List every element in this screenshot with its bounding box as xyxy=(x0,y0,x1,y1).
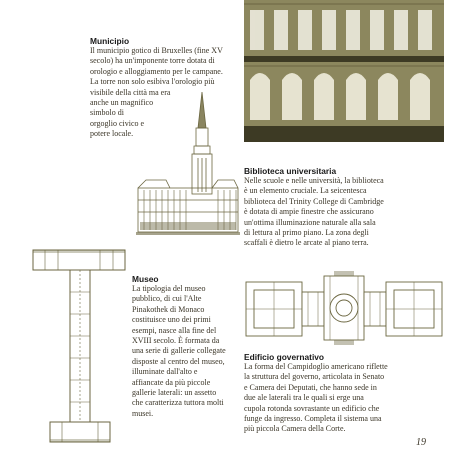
edificio-line: più piccola Camera della Corte. xyxy=(244,424,346,434)
biblioteca-line: Nelle scuole e nelle università, la biblioteca xyxy=(244,176,384,185)
edificio-line: funge da ingresso. Completa il sistema una xyxy=(244,414,382,424)
museum-plan-illustration xyxy=(32,248,126,444)
municipio-line: La torre non solo esibiva l'orologio più xyxy=(90,77,215,87)
museo-line: esempi, nasce alla fine del xyxy=(132,325,217,335)
museo-line: La tipologia del museo xyxy=(132,284,206,293)
museo-line: una serie di gallerie collegate xyxy=(132,346,226,356)
biblioteca-text xyxy=(244,176,384,249)
biblioteca-line: scaffali è dietro le arcate al piano terra. xyxy=(244,238,369,248)
museo-line: gallerie laterali: un assetto xyxy=(132,388,217,398)
edificio-line: la struttura del governo, articolata in Senato xyxy=(244,372,385,382)
edificio-line: e Camera dei Deputati, che hanno sede in xyxy=(244,382,377,392)
library-illustration xyxy=(244,0,444,142)
biblioteca-line: un'ottima illuminazione naturale alla sala xyxy=(244,217,376,227)
museo-line: che caratterizza tuttora molti xyxy=(132,398,224,408)
museo-line: costituisce uno dei primi xyxy=(132,315,211,325)
museo-line: XVIII secolo. È formata da xyxy=(132,336,220,346)
municipio-line: visibile della città ma era xyxy=(90,87,171,97)
museo-line: pubblico, di cui l'Alte xyxy=(132,294,202,304)
municipio-line: potere locale. xyxy=(90,129,134,139)
municipio-line: anche un magnifico xyxy=(90,98,154,108)
capitol-plan-illustration xyxy=(244,270,444,346)
municipio-line: secolo) ha un'imponente torre dotata di xyxy=(90,56,215,66)
biblioteca-line: è un elemento cruciale. La seicentesca xyxy=(244,186,367,196)
town-hall-illustration xyxy=(136,88,240,240)
edificio-heading: Edificio governativo xyxy=(244,352,325,362)
biblioteca-line: è dotata di ampie finestre che assicurano xyxy=(244,207,374,217)
edificio-line: cupola rotonda sovrastante un edificio che xyxy=(244,403,380,413)
municipio-line: orologio e alloggiamento per le campane. xyxy=(90,66,223,76)
museo-line: Pinakothek di Monaco xyxy=(132,304,205,314)
museo-line: musei. xyxy=(132,408,154,418)
biblioteca-heading: Biblioteca universitaria xyxy=(244,166,337,176)
municipio-heading: Municipio xyxy=(90,36,130,46)
museo-heading: Museo xyxy=(132,274,159,284)
museo-line: disposte al centro del museo, xyxy=(132,356,225,366)
edificio-line: due ale laterali tra le quali si erge una xyxy=(244,393,364,403)
biblioteca-line: di lettura al primo piano. La zona degli xyxy=(244,228,369,238)
edificio-line: La forma del Campidoglio americano riflette xyxy=(244,362,388,371)
page-number: 19 xyxy=(416,437,426,448)
museo-line: affiancate da più piccole xyxy=(132,377,211,387)
biblioteca-line: biblioteca del Trinity College di Cambridge xyxy=(244,196,384,206)
edificio-text xyxy=(244,362,388,435)
municipio-line: simbolo di xyxy=(90,108,125,118)
municipio-line: orgoglio civico e xyxy=(90,118,145,128)
municipio-line: Il municipio gotico di Bruxelles (fine XV xyxy=(90,46,223,55)
museo-text xyxy=(132,284,226,419)
museo-line: illuminate dall'alto e xyxy=(132,367,198,377)
